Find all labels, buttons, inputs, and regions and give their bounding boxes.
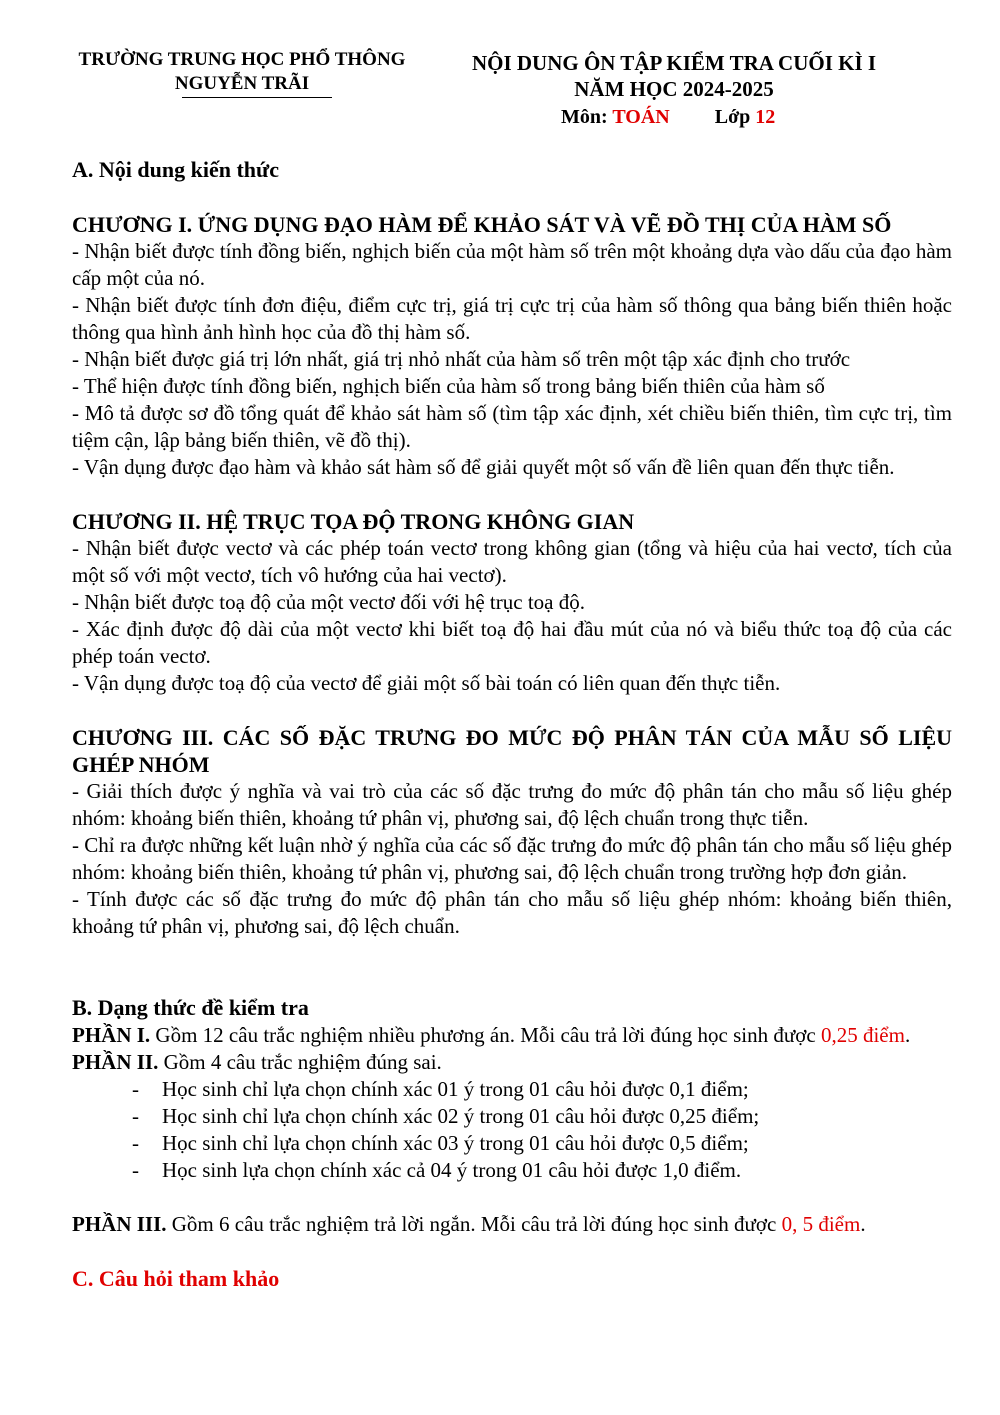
document-title xyxy=(444,50,904,102)
chapter-item: - Nhận biết được toạ độ của một vectơ đối với hệ trục toạ độ. xyxy=(72,590,585,614)
chapter-item: - Thể hiện được tính đồng biến, nghịch biến của hàm số trong bảng biến thiên của hàm số xyxy=(72,374,825,398)
part-1-score: 0,25 điểm xyxy=(820,1023,905,1047)
part-3-score: 0, 5 điểm xyxy=(781,1212,861,1236)
document-page xyxy=(72,46,952,1293)
chapter-item: - Tính được các số đặc trưng đo mức độ phân tán cho mẫu số liệu ghép nhóm: khoảng biến thiên, khoảng tứ phân vị, phương sai, độ lệch chuẩn. xyxy=(72,887,952,938)
subject-line xyxy=(561,104,775,130)
chapter-title: CHƯƠNG II. HỆ TRỤC TỌA ĐỘ TRONG KHÔNG GIAN xyxy=(72,509,635,534)
chapter-item: - Chỉ ra được những kết luận nhờ ý nghĩa của các số đặc trưng đo mức độ phân tán cho mẫu số liệu ghép nhóm: khoảng biến thiên, khoảng tứ phân vị, phương sai, độ lệch chuẩn trong trường hợp đơn giản. xyxy=(72,833,952,884)
part-2-bullets xyxy=(72,1076,952,1184)
part-2-label: PHẦN II. xyxy=(72,1050,159,1074)
title-line1: NỘI DUNG ÔN TẬP KIỂM TRA CUỐI KÌ I xyxy=(471,51,877,75)
title-line2: NĂM HỌC 2024-2025 xyxy=(574,77,774,101)
part-2 xyxy=(72,1049,952,1076)
bullet-text: Học sinh chỉ lựa chọn chính xác 03 ý trong 01 câu hỏi được 0,5 điểm; xyxy=(162,1131,749,1155)
section-b-heading: B. Dạng thức đề kiểm tra xyxy=(72,995,309,1020)
school-underline xyxy=(182,97,332,98)
list-item: - Học sinh chỉ lựa chọn chính xác 01 ý trong 01 câu hỏi được 0,1 điểm; xyxy=(132,1077,749,1101)
subject-label: Môn: xyxy=(561,106,608,128)
subject-value: TOÁN xyxy=(612,106,670,128)
document-header xyxy=(72,46,952,136)
grade-value: 12 xyxy=(755,106,776,128)
bullet-text: Học sinh chỉ lựa chọn chính xác 01 ý trong 01 câu hỏi được 0,1 điểm; xyxy=(162,1077,749,1101)
part-1-text: Gồm 12 câu trắc nghiệm nhiều phương án. Mỗi câu trả lời đúng học sinh được xyxy=(150,1023,821,1047)
chapter-item: - Xác định được độ dài của một vectơ khi biết toạ độ hai đầu mút của nó và biểu thức toạ độ của các phép toán vectơ. xyxy=(72,617,952,668)
chapter-item: - Nhận biết được tính đồng biến, nghịch biến của một hàm số trên một khoảng dựa vào dấu của đạo hàm cấp một của nó. xyxy=(72,239,952,290)
school-name-line1: TRƯỜNG TRUNG HỌC PHỔ THÔNG xyxy=(78,49,406,70)
chapter-item: - Vận dụng được đạo hàm và khảo sát hàm số để giải quyết một số vấn đề liên quan đến thực tiễn. xyxy=(72,455,895,479)
section-c-heading: C. Câu hỏi tham khảo xyxy=(72,1266,280,1291)
part-3-label: PHẦN III. xyxy=(72,1212,167,1236)
grade-label: Lớp xyxy=(714,106,751,128)
chapter-item: - Giải thích được ý nghĩa và vai trò của các số đặc trưng đo mức độ phân tán cho mẫu số liệu ghép nhóm: khoảng biến thiên, khoảng tứ phân vị, phương sai, độ lệch chuẩn trong thực tiễn. xyxy=(72,779,952,830)
chapter-2 xyxy=(72,508,952,697)
part-2-text: Gồm 4 câu trắc nghiệm đúng sai. xyxy=(158,1050,442,1074)
list-item: - Học sinh lựa chọn chính xác cả 04 ý trong 01 câu hỏi được 1,0 điểm. xyxy=(132,1158,742,1182)
chapter-item: - Nhận biết được tính đơn điệu, điểm cực trị, giá trị cực trị của hàm số thông qua bảng biến thiên hoặc thông qua hình ảnh hình học của đồ thị hàm số. xyxy=(72,293,952,344)
chapter-title: CHƯƠNG I. ỨNG DỤNG ĐẠO HÀM ĐỂ KHẢO SÁT VÀ VẼ ĐỒ THỊ CỦA HÀM SỐ xyxy=(72,212,892,237)
part-3 xyxy=(72,1211,952,1238)
chapter-item: - Nhận biết được vectơ và các phép toán vectơ trong không gian (tổng và hiệu của hai vectơ, tích của một số với một vectơ, tích vô hướng của hai vectơ). xyxy=(72,536,952,587)
chapter-3 xyxy=(72,724,952,940)
list-item: - Học sinh chỉ lựa chọn chính xác 02 ý trong 01 câu hỏi được 0,25 điểm; xyxy=(132,1104,760,1128)
school-name xyxy=(66,48,418,96)
school-name-line2: NGUYỄN TRÃI xyxy=(174,73,310,94)
bullet-text: Học sinh lựa chọn chính xác cả 04 ý trong 01 câu hỏi được 1,0 điểm. xyxy=(162,1158,742,1182)
chapter-item: - Mô tả được sơ đồ tổng quát để khảo sát hàm số (tìm tập xác định, xét chiều biến thiên, tìm cực trị, tìm tiệm cận, lập bảng biến thiên, vẽ đồ thị). xyxy=(72,401,952,452)
chapter-item: - Nhận biết được giá trị lớn nhất, giá trị nhỏ nhất của hàm số trên một tập xác định cho trước xyxy=(72,347,851,371)
section-a-heading: A. Nội dung kiến thức xyxy=(72,157,279,182)
part-1 xyxy=(72,1022,952,1049)
chapter-1 xyxy=(72,211,952,481)
chapter-item: - Vận dụng được toạ độ của vectơ để giải một số bài toán có liên quan đến thực tiễn. xyxy=(72,671,781,695)
chapter-title: CHƯƠNG III. CÁC SỐ ĐẶC TRƯNG ĐO MỨC ĐỘ PHÂN TÁN CỦA MẪU SỐ LIỆU GHÉP NHÓM xyxy=(72,725,952,777)
part-3-end: . xyxy=(860,1212,866,1236)
part-1-label: PHẦN I. xyxy=(72,1023,151,1047)
part-3-text: Gồm 6 câu trắc nghiệm trả lời ngắn. Mỗi câu trả lời đúng học sinh được xyxy=(166,1212,782,1236)
bullet-text: Học sinh chỉ lựa chọn chính xác 02 ý trong 01 câu hỏi được 0,25 điểm; xyxy=(162,1104,760,1128)
part-1-end: . xyxy=(904,1023,911,1047)
list-item: - Học sinh chỉ lựa chọn chính xác 03 ý trong 01 câu hỏi được 0,5 điểm; xyxy=(132,1131,749,1155)
